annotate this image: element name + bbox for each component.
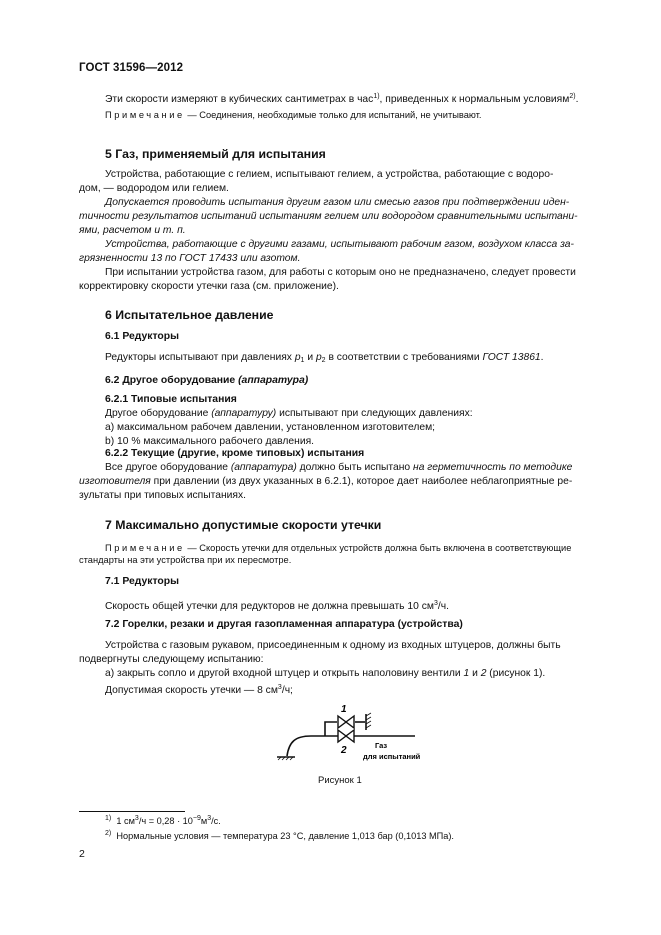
- s622-line3: зультаты при типовых испытаниях.: [79, 490, 246, 501]
- valve-2-icon: [338, 730, 346, 742]
- footnote-ref-2: 2): [569, 93, 576, 100]
- page-number: 2: [79, 848, 85, 860]
- footnote-2: $^{2)}$ Нормальные условия — температура 23 °C, давление 1,013 бар (0,1013 МПа).: [105, 830, 454, 841]
- s7-note-line1: Примечание — Скорость утечки для отдельных устройств должна быть включена в соответствующие: [105, 543, 572, 553]
- s621-text: Другое оборудование (аппаратуру) испытывают при следующих давлениях:: [105, 408, 473, 419]
- s61-text: Редукторы испытывают при давлениях $p_1$ и $p_2$ в соответствии с требованиями ГОСТ 13861.: [105, 352, 544, 364]
- valve-2-label: 2: [341, 745, 347, 756]
- s622-line1: Все другое оборудование (аппаратура) должно быть испытано на герметичность по методике: [105, 462, 573, 473]
- section-7-2-title: 7.2 Горелки, резаки и другая газопламенная аппаратура (устройства): [105, 619, 463, 630]
- s5-p4-line1: При испытании устройства газом, для работы с которым оно не предназначено, следует провести: [105, 267, 576, 278]
- footnote-separator: [79, 811, 185, 812]
- valve-1-label: 1: [341, 704, 347, 715]
- note-connections: Примечание — Соединения, необходимые только для испытаний, не учитывают.: [105, 110, 482, 120]
- s7-note-line2: стандарты на эти устройства при их пересмотре.: [79, 555, 292, 565]
- s71-text: Скорость общей утечки для редукторов не должна превышать 10 $см^3/ч$.: [105, 600, 449, 612]
- s5-p3-line2: грязненности 13 по ГОСТ 17433 или азотом.: [79, 253, 301, 264]
- section-6-1-title: 6.1 Редукторы: [105, 331, 180, 342]
- section-6-title: 6 Испытательное давление: [105, 308, 274, 322]
- footnote-ref-1: 1): [373, 93, 380, 100]
- s5-p2-line2: тичности результатов испытаний испытаниям гелием или водородом сравнительными испытани-: [79, 211, 578, 222]
- section-6-2-2-title: 6.2.2 Текущие (другие, кроме типовых) испытания: [105, 448, 365, 459]
- s5-p1-line2: дом, — водородом или гелием.: [79, 183, 229, 194]
- section-7-1-title: 7.1 Редукторы: [105, 576, 180, 587]
- s621-item-b: b) 10 % максимального рабочего давления.: [105, 436, 315, 447]
- figure-1-diagram: [265, 700, 425, 770]
- s72-line1: Устройства с газовым рукавом, присоединенным к одному из входных штуцеров, должны быть: [105, 640, 561, 651]
- upper-branch: [325, 722, 337, 736]
- s622-line2: изготовителя при давлении (из двух указанных в 6.2.1), которое дает наиболее неблагоприятные ре-: [79, 476, 573, 487]
- s5-p3-line1: Устройства, работающие с другими газами, испытывают рабочим газом, воздухом класса за-: [105, 239, 574, 250]
- s72-line2: подвергнуты следующему испытанию:: [79, 654, 264, 665]
- s72-item-a: а) закрыть сопло и другой входной штуцер и открыть наполовину вентили 1 и 2 (рисунок 1).: [105, 668, 546, 679]
- valve-1-icon: [338, 716, 346, 728]
- section-6-2-1-title: 6.2.1 Типовые испытания: [105, 394, 237, 405]
- standard-header: ГОСТ 31596—2012: [79, 62, 184, 74]
- section-6-2-title: 6.2 Другое оборудование (аппаратура): [105, 375, 309, 386]
- s5-p2-line1: Допускается проводить испытания другим газом или смесью газов при подтверждении иден-: [105, 197, 570, 208]
- s5-p2-line3: ями, расчетом и т. п.: [79, 225, 186, 236]
- s72-allowed-rate: Допустимая скорость утечки — 8 $см^3/ч$;: [105, 684, 293, 696]
- s5-p1-line1: Устройства, работающие с гелием, испытывают гелием, а устройства, работающие с водоро-: [105, 169, 554, 180]
- gas-label-line1: Газ: [375, 741, 388, 750]
- gost-13861-ref: ГОСТ 13861: [482, 352, 541, 363]
- figure-1-caption: Рисунок 1: [318, 775, 362, 786]
- footnote-1: $^{1)}$ 1 $см^3/ч = 0,28 \cdot 10^{-9}м^3/с$.: [105, 815, 221, 826]
- section-5-title: 5 Газ, применяемый для испытания: [105, 147, 326, 161]
- paragraph-units: Эти скорости измеряют в кубических сантиметрах в час$^{1)}$, приведенных к нормальным условиям$^{2)}$.: [105, 93, 579, 105]
- s5-p4-line2: корректировку скорости утечки газа (см. приложение).: [79, 281, 339, 292]
- s621-item-a: а) максимальном рабочем давлении, установленном изготовителем;: [105, 422, 436, 433]
- gas-label-line2: для испытаний: [363, 752, 421, 761]
- hose-curve: [287, 736, 311, 756]
- section-7-title: 7 Максимально допустимые скорости утечки: [105, 518, 382, 532]
